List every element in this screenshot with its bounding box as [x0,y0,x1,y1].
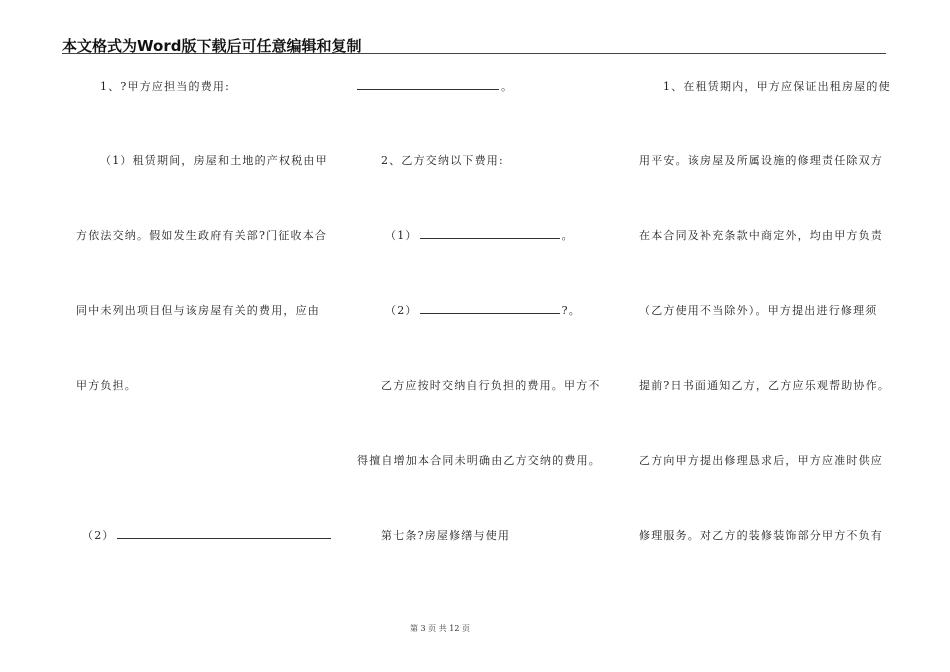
paragraph-line [357,80,513,94]
paragraph-line: 1、在租赁期内，甲方应保证出租房屋的使 [663,80,891,93]
text-column-left [76,0,326,672]
paragraph-line: 2、乙方交纳以下费用: [381,154,504,167]
paragraph-line: 方依法交纳。假如发生政府有关部?门征收本合 [76,229,328,242]
paragraph-line: 甲方负担。 [76,379,137,392]
punctuation: 。 [501,80,514,93]
punctuation: ?。 [561,304,581,317]
fill-in-blank [117,529,331,539]
item-number: （2） [82,529,115,542]
section-heading: 第七条?房屋修缮与使用 [381,529,511,542]
paragraph-line: 1、?甲方应担当的费用: [100,80,231,93]
fill-in-blank [357,80,499,90]
paragraph-line: 修理服务。对乙方的装修装饰部分甲方不负有 [639,529,883,542]
text-column-right [639,0,889,672]
item-number: （1） [385,229,418,242]
paragraph-line: 同中未列出项目但与该房屋有关的费用，应由 [76,304,320,317]
paragraph-line: 提前?日书面通知乙方，乙方应乐观帮助协作。 [639,379,891,392]
paragraph-line: 乙方向甲方提出修理恳求后，甲方应准时供应 [639,454,883,467]
page-number: 第 3 页 共 12 页 [410,624,470,633]
item-number: （2） [385,304,418,317]
paragraph-line: 乙方应按时交纳自行负担的费用。甲方不 [381,379,601,392]
paragraph-line: （乙方使用不当除外）。甲方提出进行修理须 [639,304,878,317]
document-header-title: 本文格式为Word版下载后可任意编辑和复制 [62,37,362,55]
paragraph-line [385,229,574,243]
paragraph-line [82,529,333,543]
paragraph-line: 用平安。该房屋及所属设施的修理责任除双方 [639,154,883,167]
paragraph-line: 在本合同及补充条款中商定外，均由甲方负责 [639,229,883,242]
paragraph-line: （1）租赁期间，房屋和土地的产权税由甲 [100,154,328,167]
fill-in-blank [420,229,560,239]
paragraph-line: 得擅自增加本合同未明确由乙方交纳的费用。 [357,454,601,467]
text-column-middle [357,0,607,672]
punctuation: 。 [561,229,574,242]
paragraph-line [385,304,581,318]
fill-in-blank [420,304,560,314]
